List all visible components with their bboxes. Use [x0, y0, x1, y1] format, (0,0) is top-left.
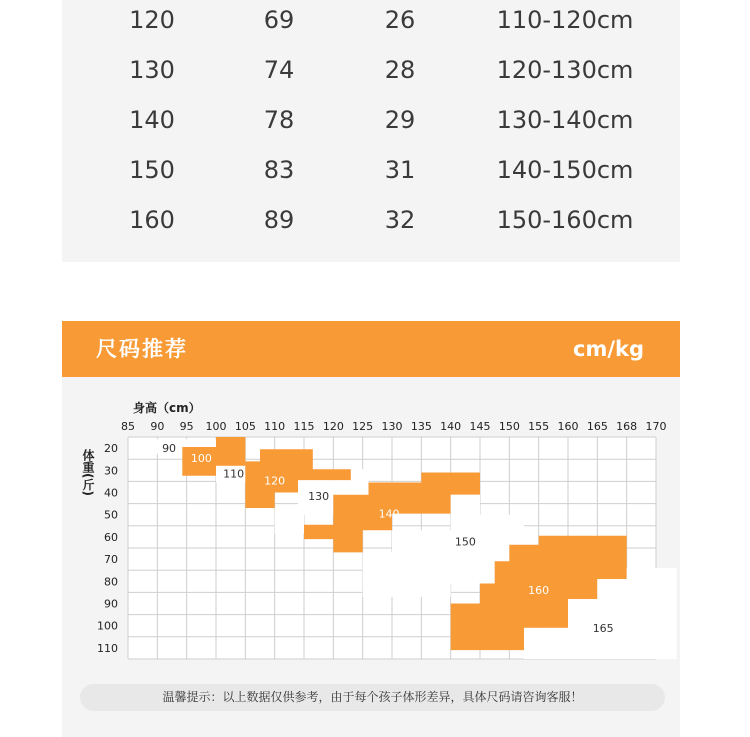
table-cell: 150-160cm [496, 206, 634, 234]
x-tick-label: 135 [410, 420, 432, 433]
tip-bar [80, 684, 665, 711]
x-tick-label: 105 [234, 420, 256, 433]
table-cell: 130 [129, 56, 175, 84]
table-row [62, 50, 680, 90]
y-tick-label: 40 [104, 486, 118, 500]
x-axis-label: 身高（cm） [133, 401, 201, 415]
x-tick-label: 168 [616, 420, 638, 433]
x-tick-label: 155 [528, 420, 550, 433]
table-cell: 89 [263, 206, 295, 234]
y-tick-label: 80 [104, 575, 118, 589]
size-zone-label: 90 [162, 442, 177, 456]
x-tick-label: 110 [264, 420, 286, 433]
table-cell: 140 [129, 106, 175, 134]
x-tick-label: 125 [352, 420, 374, 433]
size-chart [62, 377, 680, 677]
size-zone-label: 165 [592, 621, 614, 635]
y-tick-label: 90 [104, 597, 118, 611]
x-tick-label: 100 [205, 420, 227, 433]
size-recommend-panel [62, 377, 680, 737]
size-zone-label: 130 [308, 489, 330, 503]
x-tick-label: 120 [322, 420, 344, 433]
y-tick-label: 20 [104, 442, 118, 456]
y-tick-label: 30 [104, 464, 118, 478]
y-axis-label: 体重(斤) [81, 449, 95, 496]
table-cell: 150 [129, 156, 175, 184]
table-cell: 83 [263, 156, 295, 184]
x-tick-label: 140 [440, 420, 462, 433]
unit-label: cm/kg [573, 337, 644, 361]
table-cell: 110-120cm [496, 6, 634, 34]
size-zone-label: 160 [528, 584, 550, 598]
size-zone-label: 140 [378, 507, 400, 521]
size-zone-label: 120 [264, 474, 286, 488]
table-cell: 130-140cm [496, 106, 634, 134]
x-tick-label: 160 [557, 420, 579, 433]
size-zone-label: 100 [190, 452, 212, 466]
table-cell: 78 [263, 106, 295, 134]
y-tick-label: 60 [104, 530, 118, 544]
table-cell: 160 [129, 206, 175, 234]
table-cell: 69 [263, 6, 295, 34]
table-cell: 120-130cm [496, 56, 634, 84]
y-tick-label: 70 [104, 553, 118, 567]
tip-text: 温馨提示：以上数据仅供参考，由于每个孩子体形差异，具体尺码请咨询客服！ [162, 690, 583, 704]
x-tick-label: 85 [121, 420, 135, 433]
y-tick-label: 110 [97, 641, 118, 655]
table-cell: 120 [129, 6, 175, 34]
table-cell: 31 [384, 156, 416, 184]
table-row [62, 150, 680, 190]
table-cell: 29 [384, 106, 416, 134]
x-tick-label: 165 [586, 420, 608, 433]
y-tick-label: 50 [104, 508, 118, 522]
size-zone-label: 150 [454, 535, 476, 549]
size-zone-label: 110 [223, 467, 245, 481]
x-tick-label: 145 [469, 420, 491, 433]
x-tick-label: 115 [293, 420, 315, 433]
table-cell: 32 [384, 206, 416, 234]
table-row [62, 200, 680, 240]
size-table [62, 0, 680, 262]
table-row [62, 0, 680, 40]
x-tick-label: 170 [645, 420, 667, 433]
table-cell: 74 [263, 56, 295, 84]
x-tick-label: 150 [498, 420, 520, 433]
table-row [62, 100, 680, 140]
y-tick-label: 100 [97, 619, 118, 633]
table-cell: 28 [384, 56, 416, 84]
x-tick-label: 90 [150, 420, 165, 433]
table-cell: 140-150cm [496, 156, 634, 184]
size-recommend-header [62, 321, 680, 377]
table-cell: 26 [384, 6, 416, 34]
x-tick-label: 95 [179, 420, 194, 433]
x-tick-label: 130 [381, 420, 403, 433]
section-title: 尺码推荐 [96, 337, 188, 361]
